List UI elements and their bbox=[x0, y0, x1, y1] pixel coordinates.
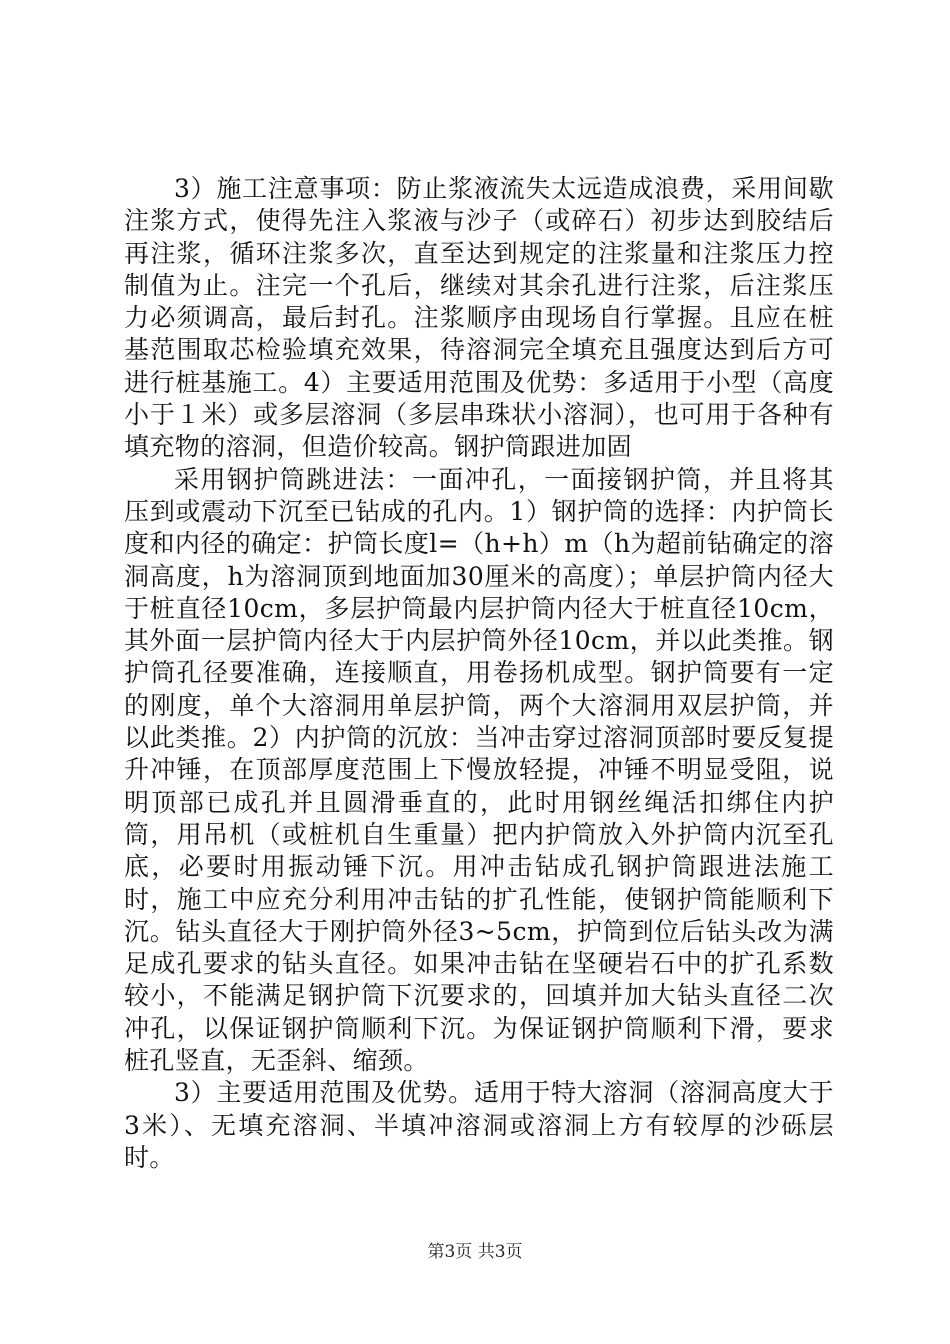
paragraph-applicable-scope: 3）主要适用范围及优势。适用于特大溶洞（溶洞高度大于3米）、无填充溶洞、半填冲溶洞或溶洞上方有较厚的沙砾层时。 bbox=[124, 1078, 834, 1172]
document-body bbox=[124, 173, 834, 1174]
paragraph-grouting-notes: 3）施工注意事项：防止浆液流失太远造成浪费，采用间歇注浆方式，使得先注入浆液与沙子（或碎石）初步达到胶结后再注浆，循环注浆多次，直至达到规定的注浆量和注浆压力控制值为止。注完一个孔后，继续对其余孔进行注浆，后注浆压力必须调高，最后封孔。注浆顺序由现场自行掌握。且应在桩基范围取芯检验填充效果，待溶洞完全填充且强度达到后方可进行桩基施工。4）主要适用范围及优势：多适用于小型（高度小于１米）或多层溶洞（多层串珠状小溶洞），也可用于各种有填充物的溶洞，但造价较高。钢护筒跟进加固 bbox=[124, 174, 834, 462]
page-number-footer: 第3页 共3页 bbox=[427, 1242, 523, 1262]
paragraph-steel-casing-method: 采用钢护筒跳进法：一面冲孔，一面接钢护筒，并且将其压到或震动下沉至已钻成的孔内。1）钢护筒的选择：内护筒长度和内径的确定：护筒长度l=（h+h）m（h为超前钻确定的溶洞高度，h为溶洞顶到地面加30厘米的高度）；单层护筒内径大于桩直径10cm，多层护筒最内层护筒内径大于桩直径10cm，其外面一层护筒内径大于内层护筒外径10cm，并以此类推。钢护筒孔径要准确，连接顺直，用卷扬机成型。钢护筒要有一定的刚度，单个大溶洞用单层护筒，两个大溶洞用双层护筒，并以此类推。2）内护筒的沉放：当冲击穿过溶洞顶部时要反复提升冲锤，在顶部厚度范围上下慢放轻提，冲锤不明显受阻，说明顶部已成孔并且圆滑垂直的，此时用钢丝绳活扣绑住内护筒，用吊机（或桩机自生重量）把内护筒放入外护筒内沉至孔底，必要时用振动锤下沉。用冲击钻成孔钢护筒跟进法施工时，施工中应充分利用冲击钻的扩孔性能，使钢护筒能顺利下沉。钻头直径大于刚护筒外径3~5cm，护筒到位后钻头改为满足成孔要求的钻头直径。如果冲击钻在坚硬岩石中的扩孔系数较小，不能满足钢护筒下沉要求的，回填并加大钻头直径二次冲孔，以保证钢护筒顺利下沉。为保证钢护筒顺利下滑，要求桩孔竖直，无歪斜、缩颈。 bbox=[124, 464, 834, 1076]
